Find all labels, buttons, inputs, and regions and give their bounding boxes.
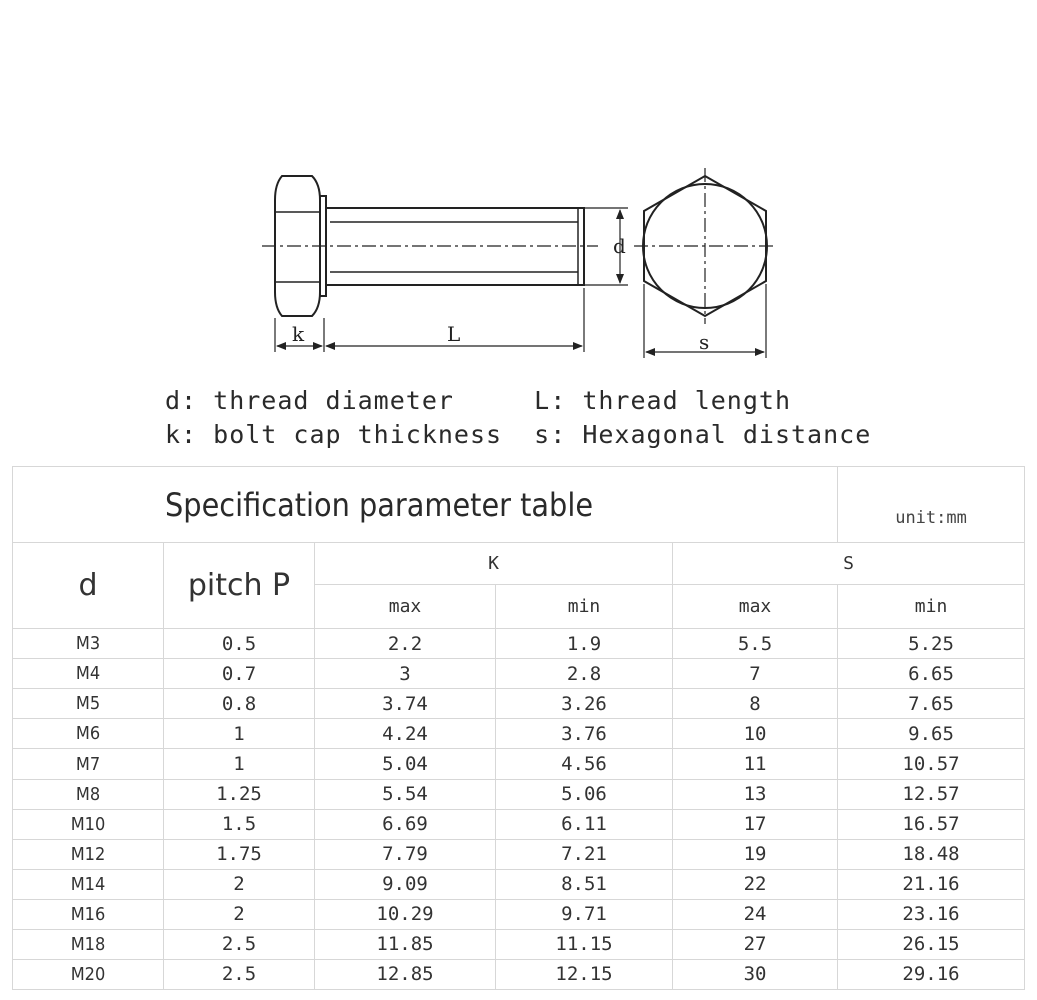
cell-d: M6 — [13, 719, 164, 749]
group-header-s: S — [673, 543, 1025, 585]
d-arrow-top — [616, 209, 624, 219]
cell-d: M12 — [13, 839, 164, 869]
cell-k-min: 8.51 — [496, 869, 673, 899]
cell-k-min: 2.8 — [496, 659, 673, 689]
cell-pitch: 1 — [164, 749, 315, 779]
cell-k-min: 12.15 — [496, 959, 673, 989]
table-row — [13, 959, 1025, 989]
cell-s-max: 10 — [673, 719, 838, 749]
cell-k-min: 9.71 — [496, 899, 673, 929]
cell-pitch: 2.5 — [164, 929, 315, 959]
cell-s-min: 21.16 — [838, 869, 1025, 899]
cell-s-max: 22 — [673, 869, 838, 899]
cell-k-max: 7.79 — [315, 839, 496, 869]
sub-header-k-max: max — [315, 585, 496, 629]
table-title: Specification parameter table — [13, 467, 838, 543]
cell-k-max: 5.04 — [315, 749, 496, 779]
cell-k-min: 1.9 — [496, 629, 673, 659]
cell-d: M18 — [13, 929, 164, 959]
cell-k-max: 6.69 — [315, 809, 496, 839]
cell-d: M4 — [13, 659, 164, 689]
cell-d: M16 — [13, 899, 164, 929]
table-row — [13, 929, 1025, 959]
dim-label-L: L — [447, 322, 461, 346]
unit-label: unit:mm — [838, 467, 1025, 543]
cell-k-max: 4.24 — [315, 719, 496, 749]
cell-s-min: 12.57 — [838, 779, 1025, 809]
table-row — [13, 779, 1025, 809]
cell-s-min: 9.65 — [838, 719, 1025, 749]
cell-d: M8 — [13, 779, 164, 809]
cell-pitch: 2.5 — [164, 959, 315, 989]
table-row — [13, 809, 1025, 839]
cell-k-max: 3.74 — [315, 689, 496, 719]
cell-k-min: 4.56 — [496, 749, 673, 779]
cell-k-max: 12.85 — [315, 959, 496, 989]
cell-pitch: 0.8 — [164, 689, 315, 719]
spec-table — [12, 466, 1025, 990]
cell-k-min: 7.21 — [496, 839, 673, 869]
cell-d: M7 — [13, 749, 164, 779]
cell-pitch: 0.5 — [164, 629, 315, 659]
cell-s-max: 8 — [673, 689, 838, 719]
col-header-pitch: pitch P — [164, 543, 315, 629]
cell-s-min: 18.48 — [838, 839, 1025, 869]
cell-s-min: 16.57 — [838, 809, 1025, 839]
cell-s-min: 23.16 — [838, 899, 1025, 929]
cell-s-min: 7.65 — [838, 689, 1025, 719]
cell-s-max: 13 — [673, 779, 838, 809]
cell-k-min: 5.06 — [496, 779, 673, 809]
table-row — [13, 689, 1025, 719]
cell-k-max: 3 — [315, 659, 496, 689]
cell-d: M5 — [13, 689, 164, 719]
L-arrow-left — [325, 342, 335, 350]
cell-k-max: 2.2 — [315, 629, 496, 659]
cell-s-min: 5.25 — [838, 629, 1025, 659]
cell-s-max: 11 — [673, 749, 838, 779]
group-header-k: K — [315, 543, 673, 585]
table-row — [13, 719, 1025, 749]
cell-d: M14 — [13, 869, 164, 899]
k-arrow-left — [276, 342, 286, 350]
cell-s-max: 19 — [673, 839, 838, 869]
cell-s-min: 10.57 — [838, 749, 1025, 779]
cell-d: M20 — [13, 959, 164, 989]
cell-pitch: 1.5 — [164, 809, 315, 839]
sub-header-s-min: min — [838, 585, 1025, 629]
cell-k-min: 6.11 — [496, 809, 673, 839]
cell-pitch: 1 — [164, 719, 315, 749]
table-row — [13, 899, 1025, 929]
cell-s-max: 27 — [673, 929, 838, 959]
table-row — [13, 749, 1025, 779]
cell-k-max: 11.85 — [315, 929, 496, 959]
cell-k-min: 3.26 — [496, 689, 673, 719]
s-arrow-right — [755, 348, 765, 356]
cell-k-max: 10.29 — [315, 899, 496, 929]
cell-s-min: 26.15 — [838, 929, 1025, 959]
cell-d: M10 — [13, 809, 164, 839]
legend-line-1: d: thread diameter L: thread length — [165, 386, 791, 415]
cell-s-min: 6.65 — [838, 659, 1025, 689]
d-arrow-bottom — [616, 274, 624, 284]
col-header-d: d — [13, 543, 164, 629]
dim-label-k: k — [292, 322, 305, 346]
table-row — [13, 839, 1025, 869]
cell-pitch: 1.25 — [164, 779, 315, 809]
cell-k-min: 11.15 — [496, 929, 673, 959]
cell-s-max: 30 — [673, 959, 838, 989]
table-row — [13, 869, 1025, 899]
L-arrow-right — [573, 342, 583, 350]
sub-header-k-min: min — [496, 585, 673, 629]
cell-pitch: 2 — [164, 869, 315, 899]
k-arrow-right — [313, 342, 323, 350]
dim-label-d: d — [613, 234, 626, 258]
dim-label-s: s — [699, 330, 710, 354]
legend-line-2: k: bolt cap thickness s: Hexagonal distance — [165, 420, 872, 449]
s-arrow-left — [645, 348, 655, 356]
table-row — [13, 629, 1025, 659]
cell-pitch: 0.7 — [164, 659, 315, 689]
cell-s-max: 7 — [673, 659, 838, 689]
cell-k-max: 5.54 — [315, 779, 496, 809]
spec-body — [13, 629, 1025, 990]
sub-header-s-max: max — [673, 585, 838, 629]
cell-d: M3 — [13, 629, 164, 659]
cell-s-max: 5.5 — [673, 629, 838, 659]
cell-s-max: 17 — [673, 809, 838, 839]
cell-k-min: 3.76 — [496, 719, 673, 749]
cell-s-max: 24 — [673, 899, 838, 929]
cell-pitch: 2 — [164, 899, 315, 929]
cell-pitch: 1.75 — [164, 839, 315, 869]
table-row — [13, 659, 1025, 689]
cell-k-max: 9.09 — [315, 869, 496, 899]
cell-s-min: 29.16 — [838, 959, 1025, 989]
